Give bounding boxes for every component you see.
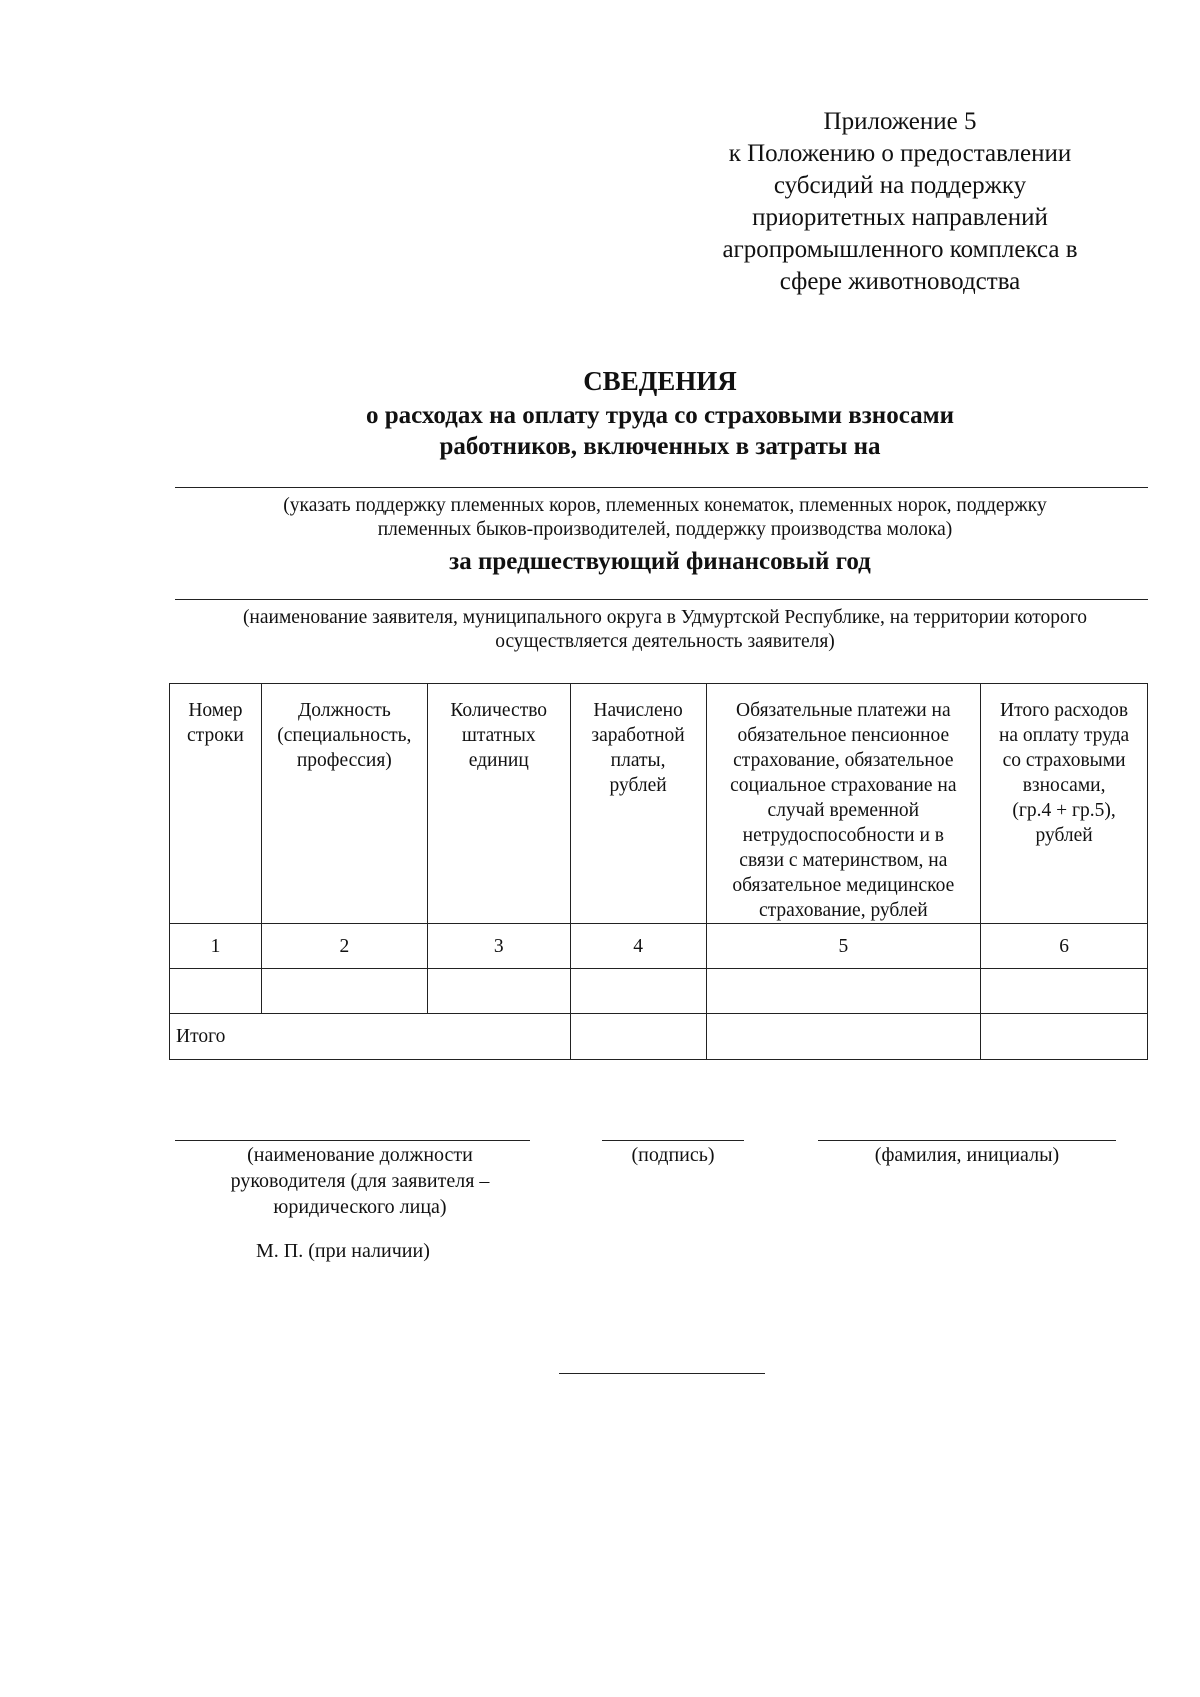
applicant-caption-line-1: (наименование заявителя, муниципального округа в Удмуртской Республике, на территории которого: [242, 607, 1088, 628]
table-cell[interactable]: [706, 969, 981, 1014]
table-cell[interactable]: [427, 969, 570, 1014]
applicant-caption: [165, 606, 1165, 654]
column-number: 4: [570, 924, 706, 969]
name-signature-line: [818, 1140, 1116, 1141]
signature-caption: (подпись): [631, 1144, 715, 1166]
table-row: [170, 969, 1148, 1014]
appendix-line: к Положению о предоставлении: [728, 140, 1072, 167]
table-cell[interactable]: [170, 969, 262, 1014]
table-cell[interactable]: [570, 969, 706, 1014]
total-salary-cell[interactable]: [570, 1014, 706, 1060]
column-number: 2: [261, 924, 427, 969]
table-cell[interactable]: [981, 969, 1148, 1014]
header-total-expenses: Итого расходов на оплату труда со страховыми взносами, (гр.4 + гр.5), рублей: [981, 684, 1148, 924]
applicant-line: [175, 599, 1148, 600]
column-number: 5: [706, 924, 981, 969]
total-payments-cell[interactable]: [706, 1014, 981, 1060]
header-accrued-salary: Начислено заработной платы, рублей: [570, 684, 706, 924]
document-subtitle-line-2: работников, включенных в затраты на: [439, 433, 881, 460]
support-caption-line-1: (указать поддержку племенных коров, племенных конематок, племенных норок, поддержку: [283, 495, 1047, 516]
name-caption: (фамилия, инициалы): [874, 1144, 1060, 1166]
document-title: СВЕДЕНИЯ: [583, 366, 737, 396]
appendix-line: субсидий на поддержку: [773, 172, 1027, 199]
stamp-placeholder: М. П. (при наличии): [256, 1240, 430, 1262]
position-caption: (наименование должности руководителя (для заявителя – юридического лица): [230, 1144, 490, 1218]
appendix-line: Приложение 5: [823, 108, 977, 135]
column-number: 3: [427, 924, 570, 969]
support-type-line: [175, 487, 1148, 488]
column-number: 1: [170, 924, 262, 969]
appendix-header: [690, 106, 1110, 298]
table-cell[interactable]: [261, 969, 427, 1014]
total-expenses-cell[interactable]: [981, 1014, 1148, 1060]
header-staff-units: Количество штатных единиц: [427, 684, 570, 924]
footer-rule: [559, 1373, 765, 1374]
appendix-line: агропромышленного комплекса в: [722, 236, 1078, 263]
column-number: 6: [981, 924, 1148, 969]
expenses-table: [169, 683, 1148, 1060]
appendix-line: сфере животноводства: [779, 268, 1021, 295]
financial-year-heading: за предшествующий финансовый год: [449, 548, 871, 575]
appendix-line: приоритетных направлений: [752, 204, 1048, 231]
header-mandatory-payments: Обязательные платежи на обязательное пенсионное страхование, обязательное социальное страхование на случай временной нетрудоспособности и в связи с материнством, на обязательное медицинское страхование, рублей: [706, 684, 981, 924]
total-label: Итого: [170, 1014, 571, 1060]
table-header-row: [170, 684, 1148, 924]
total-row: [170, 1014, 1148, 1060]
support-type-caption: [170, 494, 1160, 542]
signature-line: [602, 1140, 744, 1141]
applicant-caption-line-2: осуществляется деятельность заявителя): [495, 631, 835, 652]
support-caption-line-2: племенных быков-производителей, поддержку производства молока): [377, 519, 953, 540]
header-position: Должность (специальность, профессия): [261, 684, 427, 924]
document-subtitle-line-1: о расходах на оплату труда со страховыми взносами: [365, 402, 955, 429]
position-signature-line: [175, 1140, 530, 1141]
column-number-row: [170, 924, 1148, 969]
header-row-number: Номер строки: [170, 684, 262, 924]
